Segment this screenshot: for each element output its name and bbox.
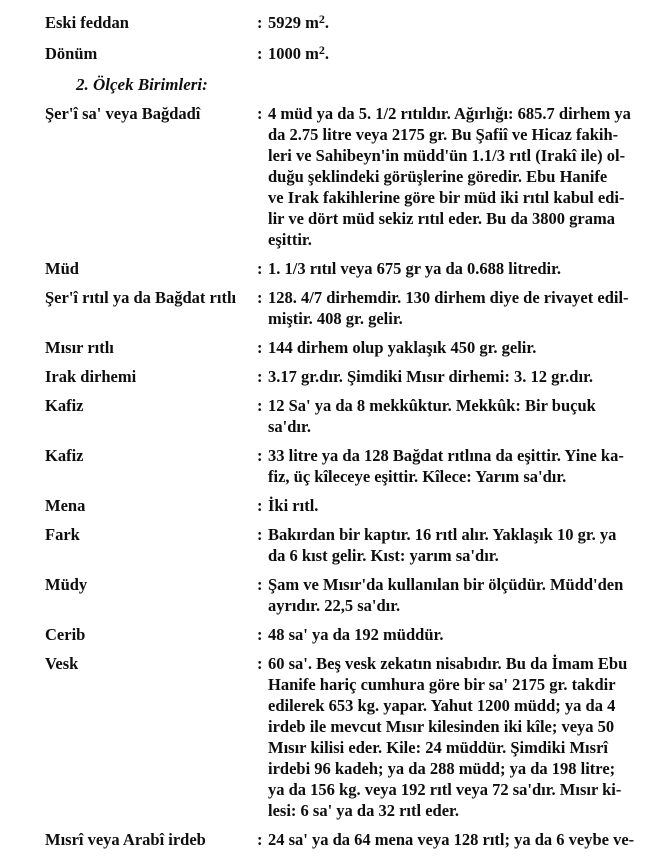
definition-text (268, 829, 642, 850)
colon-separator: : (257, 338, 263, 357)
term-label: Mena (45, 496, 86, 515)
term-label: Dönüm (45, 44, 98, 63)
definition-line: irdeb ile mevcut Mısır kilesinden iki kîle; veya 50 (268, 717, 615, 736)
definition-row (45, 445, 642, 487)
definition-line: Bakırdan bir kaptır. 16 rıtl alır. Yaklaşık 10 gr. ya (268, 525, 617, 544)
term-label: Vesk (45, 654, 79, 673)
measure-units-section (45, 103, 642, 850)
colon-separator: : (257, 13, 263, 32)
term-definition (257, 574, 642, 616)
definition-text (268, 574, 642, 616)
definition-row (45, 829, 642, 850)
term-label: Kafiz (45, 446, 84, 465)
definition-text (268, 258, 642, 279)
term-definition (257, 829, 642, 850)
superscript: 2 (318, 11, 325, 26)
definition-line: irdebi 96 kadeh; ya da 288 müdd; ya da 198 litre; (268, 759, 616, 778)
term-definition (257, 287, 642, 329)
value-tail: . (324, 44, 329, 63)
definition-line: 48 sa' ya da 192 müddür. (268, 625, 444, 644)
definition-line: lesi: 6 sa' ya da 32 rıtl eder. (268, 801, 459, 820)
definition-line: Mısır kilisi eder. Kile: 24 müddür. Şimdiki Mısrî (268, 738, 608, 757)
term-definition (257, 524, 642, 566)
definition-line: 3.17 gr.dır. Şimdiki Mısır dirhemi: 3. 12 gr.dır. (268, 367, 594, 386)
definition-line: 144 dirhem olup yaklaşık 450 gr. gelir. (268, 338, 537, 357)
colon-separator: : (257, 525, 263, 544)
term-label: Şer'î rıtıl ya da Bağdat rıtlı (45, 288, 237, 307)
definition-text (268, 653, 642, 821)
area-units-section (45, 12, 642, 66)
definition-line: Hanife hariç cumhura göre bir sa' 2175 gr. takdir (268, 675, 616, 694)
term-label: Fark (45, 525, 80, 544)
definition-line: 1. 1/3 rıtıl veya 675 gr ya da 0.688 litredir. (268, 259, 562, 278)
definition-row (45, 337, 642, 358)
colon-separator: : (257, 259, 263, 278)
definition-line: 33 litre ya da 128 Bağdat rıtlına da eşittir. Yine ka- (268, 446, 624, 465)
term-label: Irak dirhemi (45, 367, 137, 386)
definition-text (268, 395, 642, 437)
term-definition (257, 366, 642, 387)
term-definition (257, 12, 642, 35)
term-label: Kafiz (45, 396, 84, 415)
superscript: 2 (318, 42, 325, 57)
definition-text (268, 524, 642, 566)
definition-line: 24 sa' ya da 64 mena veya 128 rıtl; ya da 6 veybe ve- (268, 830, 635, 849)
definition-row (45, 495, 642, 516)
definition-line: ya da 156 kg. veya 192 rıtl veya 72 sa'dır. Mısır ki- (268, 780, 622, 799)
definition-row (45, 653, 642, 821)
term-label: Eski feddan (45, 13, 129, 32)
term-label: Cerib (45, 625, 86, 644)
definition-line: 12 Sa' ya da 8 mekkûktur. Mekkûk: Bir buçuk (268, 396, 596, 415)
colon-separator: : (257, 44, 263, 63)
colon-separator: : (257, 367, 263, 386)
definition-text (268, 337, 642, 358)
definition-text (268, 445, 642, 487)
definition-line: edilerek 653 kg. yapar. Yahut 1200 müdd; ya da 4 (268, 696, 616, 715)
definition-row (45, 258, 642, 279)
definition-line: lir ve dört müd sekiz rıtıl eder. Bu da 3800 grama (268, 209, 615, 228)
definition-line: İki rıtl. (268, 496, 319, 515)
colon-separator: : (257, 288, 263, 307)
definition-row (45, 103, 642, 250)
term-definition (257, 495, 642, 516)
definition-line: miştir. 408 gr. gelir. (268, 309, 403, 328)
term-definition (257, 43, 642, 66)
definition-line: 128. 4/7 dirhemdir. 130 dirhem diye de rivayet edil- (268, 288, 629, 307)
definition-text (268, 366, 642, 387)
term-label: Şer'î sa' veya Bağdadî (45, 104, 201, 123)
definition-text (268, 12, 642, 35)
term-label: Mısrî veya Arabî irdeb (45, 830, 206, 849)
colon-separator: : (257, 396, 263, 415)
definition-line: duğu şeklindeki görüşlerine göredir. Ebu Hanife (268, 167, 608, 186)
term-definition (257, 624, 642, 645)
definition-line: fiz, üç kîleceye eşittir. Kîlece: Yarım sa'dır. (268, 467, 567, 486)
definition-text (268, 287, 642, 329)
value-text: 5929 m (268, 13, 319, 32)
definition-line: ve Irak fakihlerine göre bir müd iki rıtıl kabul edi- (268, 188, 625, 207)
definition-line: eşittir. (268, 230, 312, 249)
definition-row (45, 395, 642, 437)
term-label: Müdy (45, 575, 88, 594)
definition-text (268, 43, 642, 66)
colon-separator: : (257, 446, 263, 465)
term-definition (257, 258, 642, 279)
section-heading: 2. Ölçek Birimleri: (76, 75, 208, 94)
term-label: Mısır rıtlı (45, 338, 114, 357)
term-definition (257, 445, 642, 487)
definition-row (45, 574, 642, 616)
colon-separator: : (257, 625, 263, 644)
colon-separator: : (257, 654, 263, 673)
definition-row (45, 366, 642, 387)
definition-line: 4 müd ya da 5. 1/2 rıtıldır. Ağırlığı: 685.7 dirhem ya (268, 104, 631, 123)
value-tail: . (324, 13, 329, 32)
definition-row (45, 287, 642, 329)
definition-line: sa'dır. (268, 417, 311, 436)
definition-line: da 6 kıst gelir. Kıst: yarım sa'dır. (268, 546, 499, 565)
definition-line: leri ve Sahibeyn'in müdd'ün 1.1/3 rıtl (Irakî ile) ol- (268, 146, 626, 165)
definition-line: Şam ve Mısır'da kullanılan bir ölçüdür. Müdd'den (268, 575, 624, 594)
colon-separator: : (257, 830, 263, 849)
colon-separator: : (257, 575, 263, 594)
definition-text (268, 495, 642, 516)
term-definition (257, 395, 642, 437)
definition-row (45, 43, 642, 66)
term-definition (257, 103, 642, 250)
definition-line: da 2.75 litre veya 2175 gr. Bu Şafiî ve Hicaz fakih- (268, 125, 619, 144)
definition-text (268, 103, 642, 250)
colon-separator: : (257, 104, 263, 123)
definition-line: 60 sa'. Beş vesk zekatın nisabıdır. Bu da İmam Ebu (268, 654, 628, 673)
term-label: Müd (45, 259, 79, 278)
term-definition (257, 653, 642, 821)
definition-row (45, 524, 642, 566)
definition-row (45, 624, 642, 645)
definition-row (45, 12, 642, 35)
definition-text (268, 624, 642, 645)
definition-line: ayrıdır. 22,5 sa'dır. (268, 596, 401, 615)
term-definition (257, 337, 642, 358)
colon-separator: : (257, 496, 263, 515)
value-text: 1000 m (268, 44, 319, 63)
